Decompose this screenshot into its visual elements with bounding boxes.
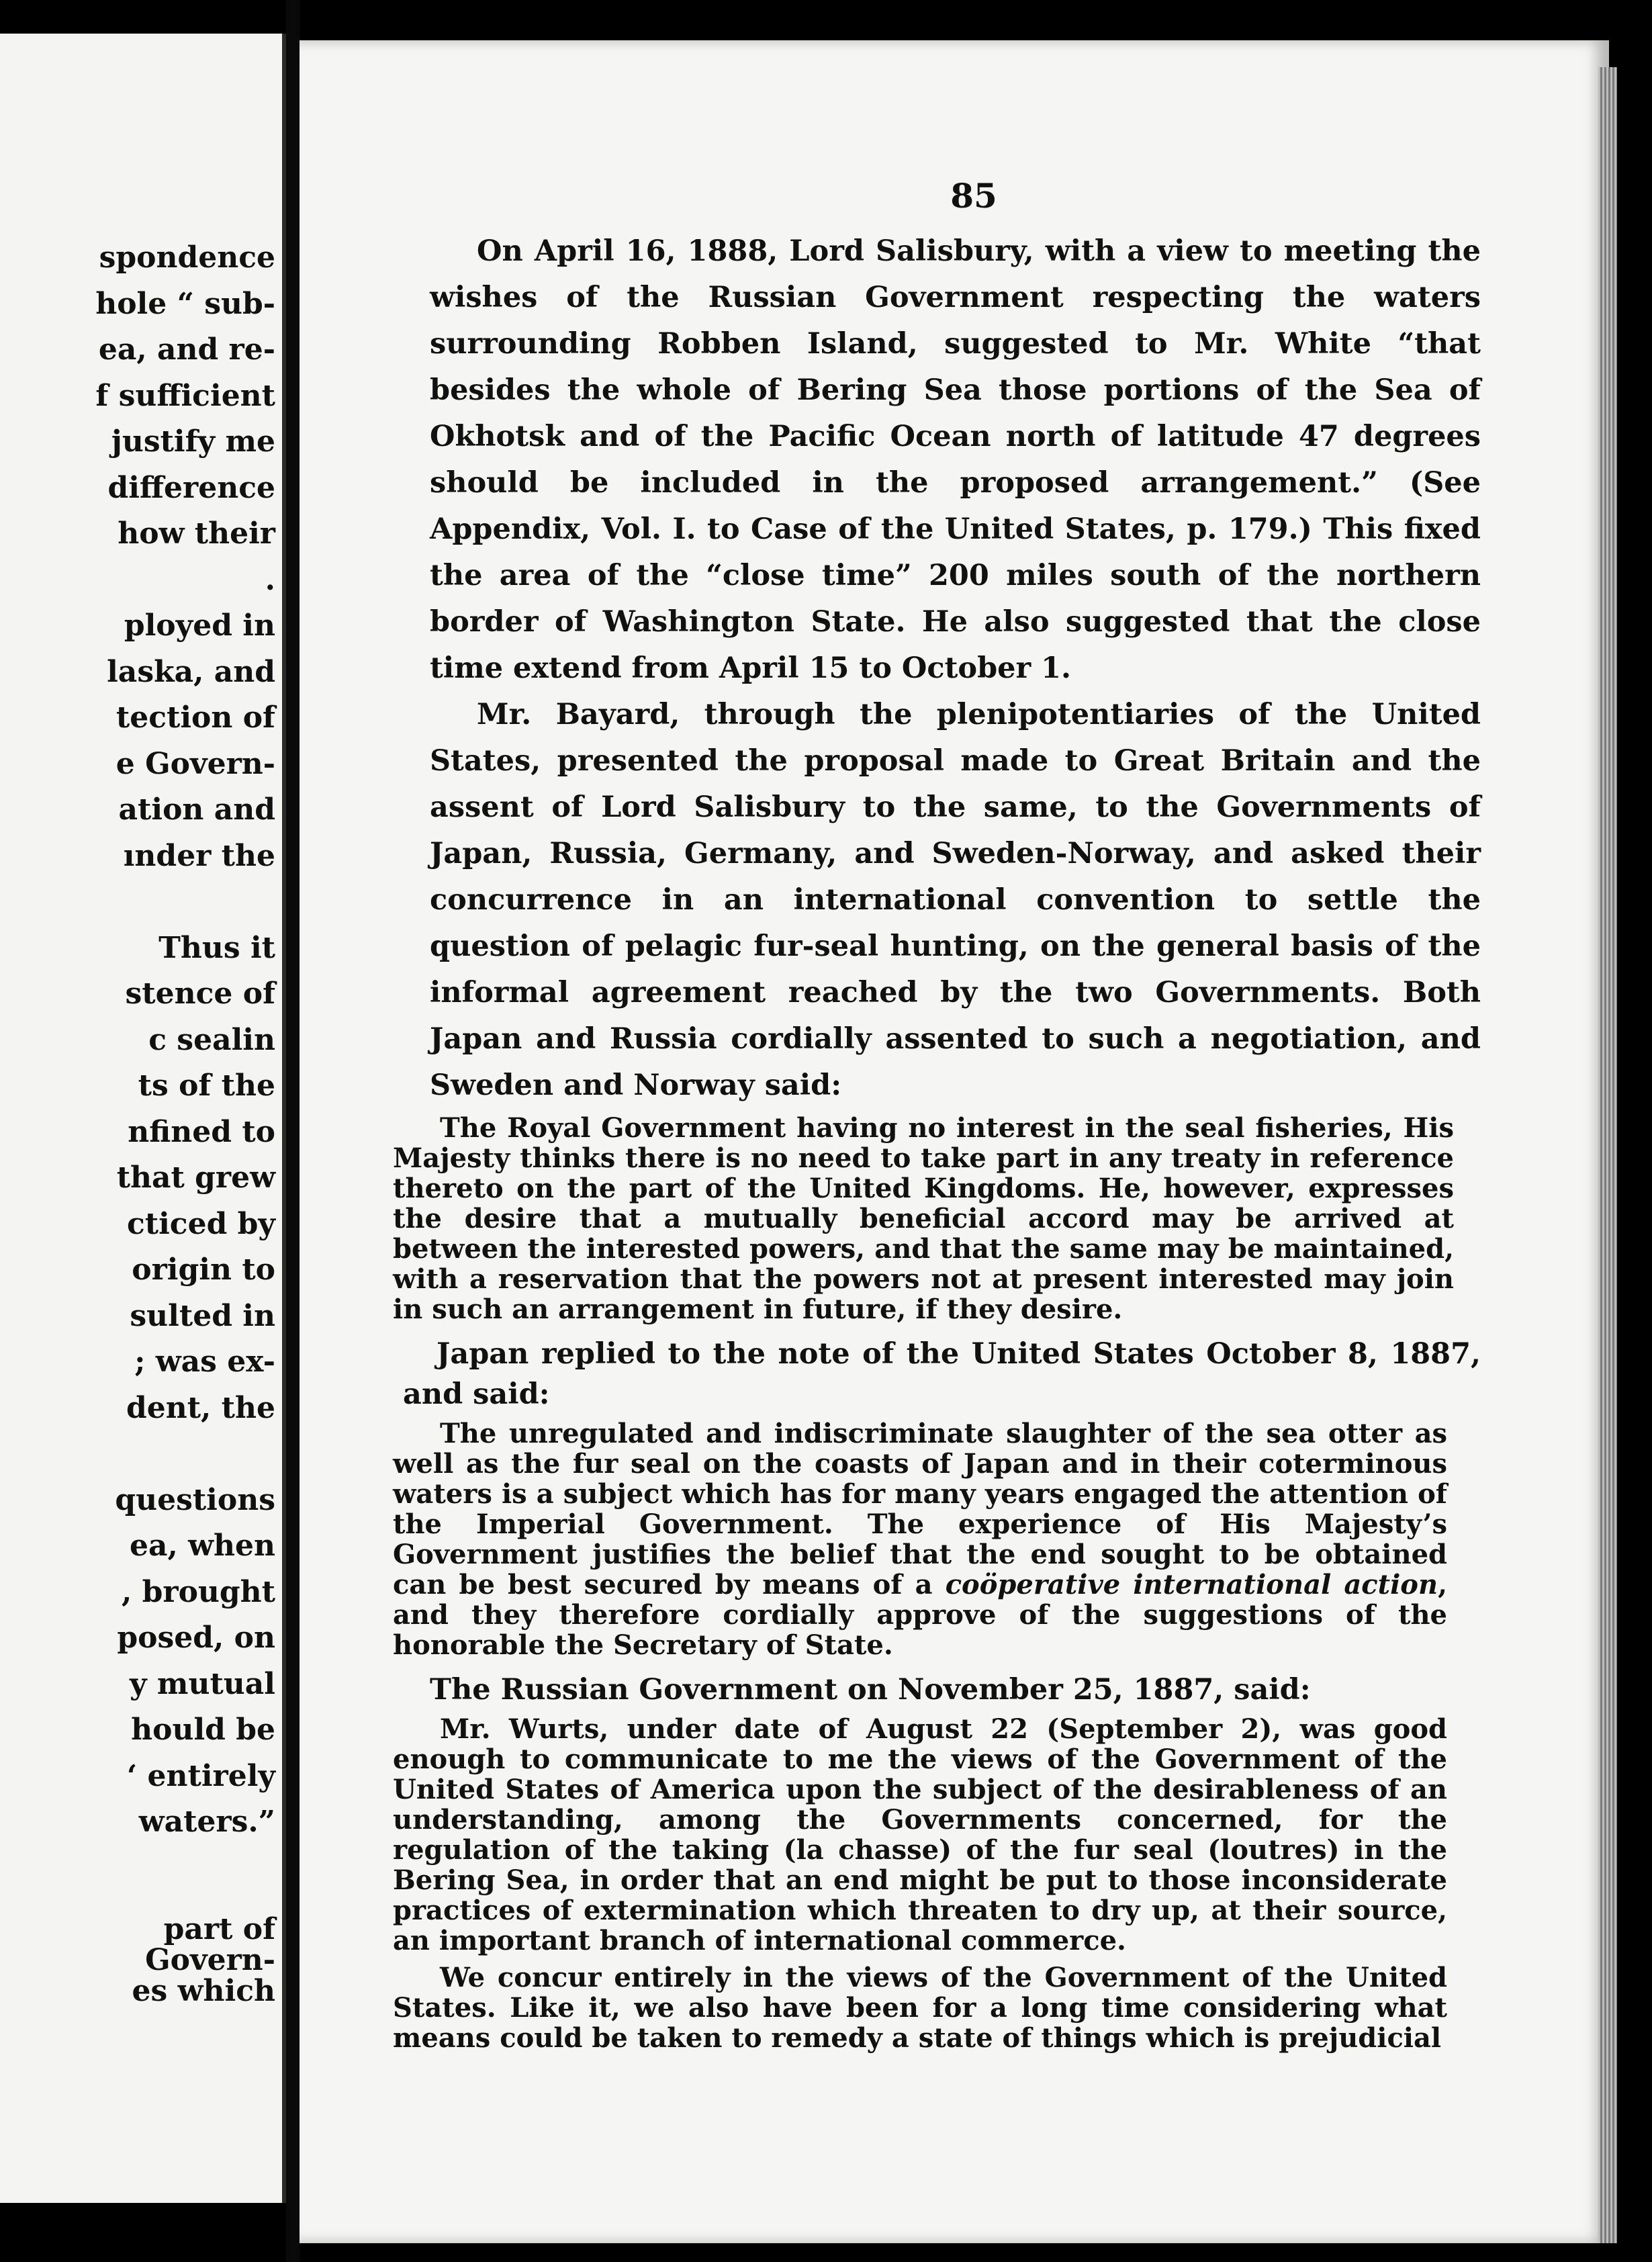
page-edge-stack <box>1598 67 1617 2243</box>
previous-page-line: hole “ sub- <box>95 286 275 321</box>
previous-page-line: ; was ex- <box>134 1345 275 1379</box>
previous-page-footnote <box>0 1914 275 2007</box>
previous-page-text <box>0 235 275 1846</box>
previous-page-line: stence of <box>125 977 275 1011</box>
quote-japan-text-2: , and they therefore cordially approve of the suggestions of the honorable the Secretary of State. <box>393 1569 1447 1661</box>
previous-page-line: hould be <box>131 1713 275 1747</box>
page-body <box>393 228 1481 2060</box>
previous-page-line: Thus it <box>158 930 275 965</box>
previous-page-line: ‘ entirely <box>126 1758 275 1793</box>
quote-japan-text-1: The unregulated and indiscriminate slaughter of the sea otter as well as the fur seal on the coasts of Japan and in their coterminous waters is a subject which has for many years engaged the attention of the Imperial Government. The experience of His Majesty’s Government justifies the belief that the end sought to be obtained can be best secured by means of a <box>393 1418 1447 1600</box>
previous-page-line: origin to <box>132 1253 275 1287</box>
quote-japan <box>393 1414 1447 1667</box>
previous-page-line: y mutual <box>130 1666 275 1701</box>
previous-page-line: posed, on <box>117 1621 275 1655</box>
previous-page-line: tection of <box>116 700 275 735</box>
previous-page-footnote-line: part of <box>163 1912 275 1946</box>
previous-page-line: e Govern- <box>116 746 275 781</box>
book-gutter <box>286 0 300 2262</box>
intro-japan: Japan replied to the note of the United States October 8, 1887, and said: <box>403 1337 1481 1411</box>
previous-page-line: ts of the <box>138 1069 275 1103</box>
previous-page-line: , brought <box>121 1574 275 1609</box>
previous-page-line: ea, when <box>130 1529 275 1563</box>
previous-page-line: ation and <box>118 793 275 827</box>
previous-page-line: waters.” <box>138 1805 275 1839</box>
quote-sweden-norway: The Royal Government having no interest in the seal fisheries, His Majesty thinks there is no need to take part in any treaty in reference thereto on the part of the United Kingdoms. He, however, expresses the desire that a mutually beneficial accord may be arrived at between the interested powers, and that the same may be maintained, with a reservation that the powers not at present interested may join in such an arrangement in future, if they desire. <box>393 1112 1454 1325</box>
previous-page-line: . <box>265 562 275 597</box>
previous-page-line: cticed by <box>126 1206 275 1241</box>
previous-page-line: how their <box>118 516 275 551</box>
previous-page-line: spondence <box>99 240 275 275</box>
page-number: 85 <box>950 176 997 216</box>
previous-page-line <box>0 879 275 925</box>
previous-page-footnote-line: es which <box>132 1974 275 2008</box>
paragraph-bayard: Mr. Bayard, through the plenipotentiaries of the United States, presented the proposal made to Great Britain and the assent of Lord Salisbury to the same, to the Governments of Japan, Russia, Germany, and Sweden-Norway, and asked their concurrence in an international convention to settle the question of pelagic fur-seal hunting, on the general basis of the informal agreement reached by the two Governments. Both Japan and Russia cordially assented to such a negotiation, and Sweden and Norway said: <box>430 698 1481 1102</box>
previous-page-line: c sealin <box>148 1022 275 1057</box>
previous-page-line: ployed in <box>124 608 275 643</box>
previous-page-line: sulted in <box>130 1298 275 1333</box>
previous-page-line: justify me <box>111 424 275 459</box>
previous-page-line: questions <box>115 1482 275 1517</box>
previous-page-line: ea, and re- <box>98 332 275 367</box>
previous-page-line <box>0 1431 275 1478</box>
intro-russia: The Russian Government on November 25, 1887, said: <box>430 1673 1311 1707</box>
previous-page-footnote-line: Govern- <box>145 1943 275 1977</box>
previous-page-line: ınder the <box>123 838 275 873</box>
quote-russia-2: We concur entirely in the views of the Government of the United States. Like it, we also have been for a long time considering what means could be taken to remedy a state of things which is prejudicial <box>393 1962 1447 2054</box>
quote-japan-italic: coöperative international action <box>945 1569 1438 1600</box>
paragraph-salisbury: On April 16, 1888, Lord Salisbury, with a view to meeting the wishes of the Russian Government respecting the waters surrounding Robben Island, suggested to Mr. White “that besides the whole of Bering Sea those portions of the Sea of Okhotsk and of the Pacific Ocean north of latitude 47 degrees should be included in the proposed arrangement.” (See Appendix, Vol. I. to Case of the United States, p. 179.) This fixed the area of the “close time” 200 miles south of the northern border of Washington State. He also suggested that the close time extend from April 15 to October 1. <box>430 234 1481 685</box>
quote-russia-1: Mr. Wurts, under date of August 22 (September 2), was good enough to communicate to me the views of the Government of the United States of America upon the subject of the desirableness of an understanding, among the Governments concerned, for the regulation of the taking (la chasse) of the fur seal (loutres) in the Bering Sea, in order that an end might be put to those inconsiderate practices of extermination which threaten to dry up, at their source, an important branch of international commerce. <box>393 1713 1447 1956</box>
previous-page-line: dent, the <box>126 1390 275 1425</box>
previous-page-line: that grew <box>116 1161 275 1195</box>
previous-page-fragment <box>0 34 286 2203</box>
previous-page-line: laska, and <box>107 654 275 689</box>
previous-page-line: f sufficient <box>95 378 275 413</box>
previous-page-line: difference <box>107 470 275 505</box>
previous-page-line: nfined to <box>128 1114 275 1149</box>
